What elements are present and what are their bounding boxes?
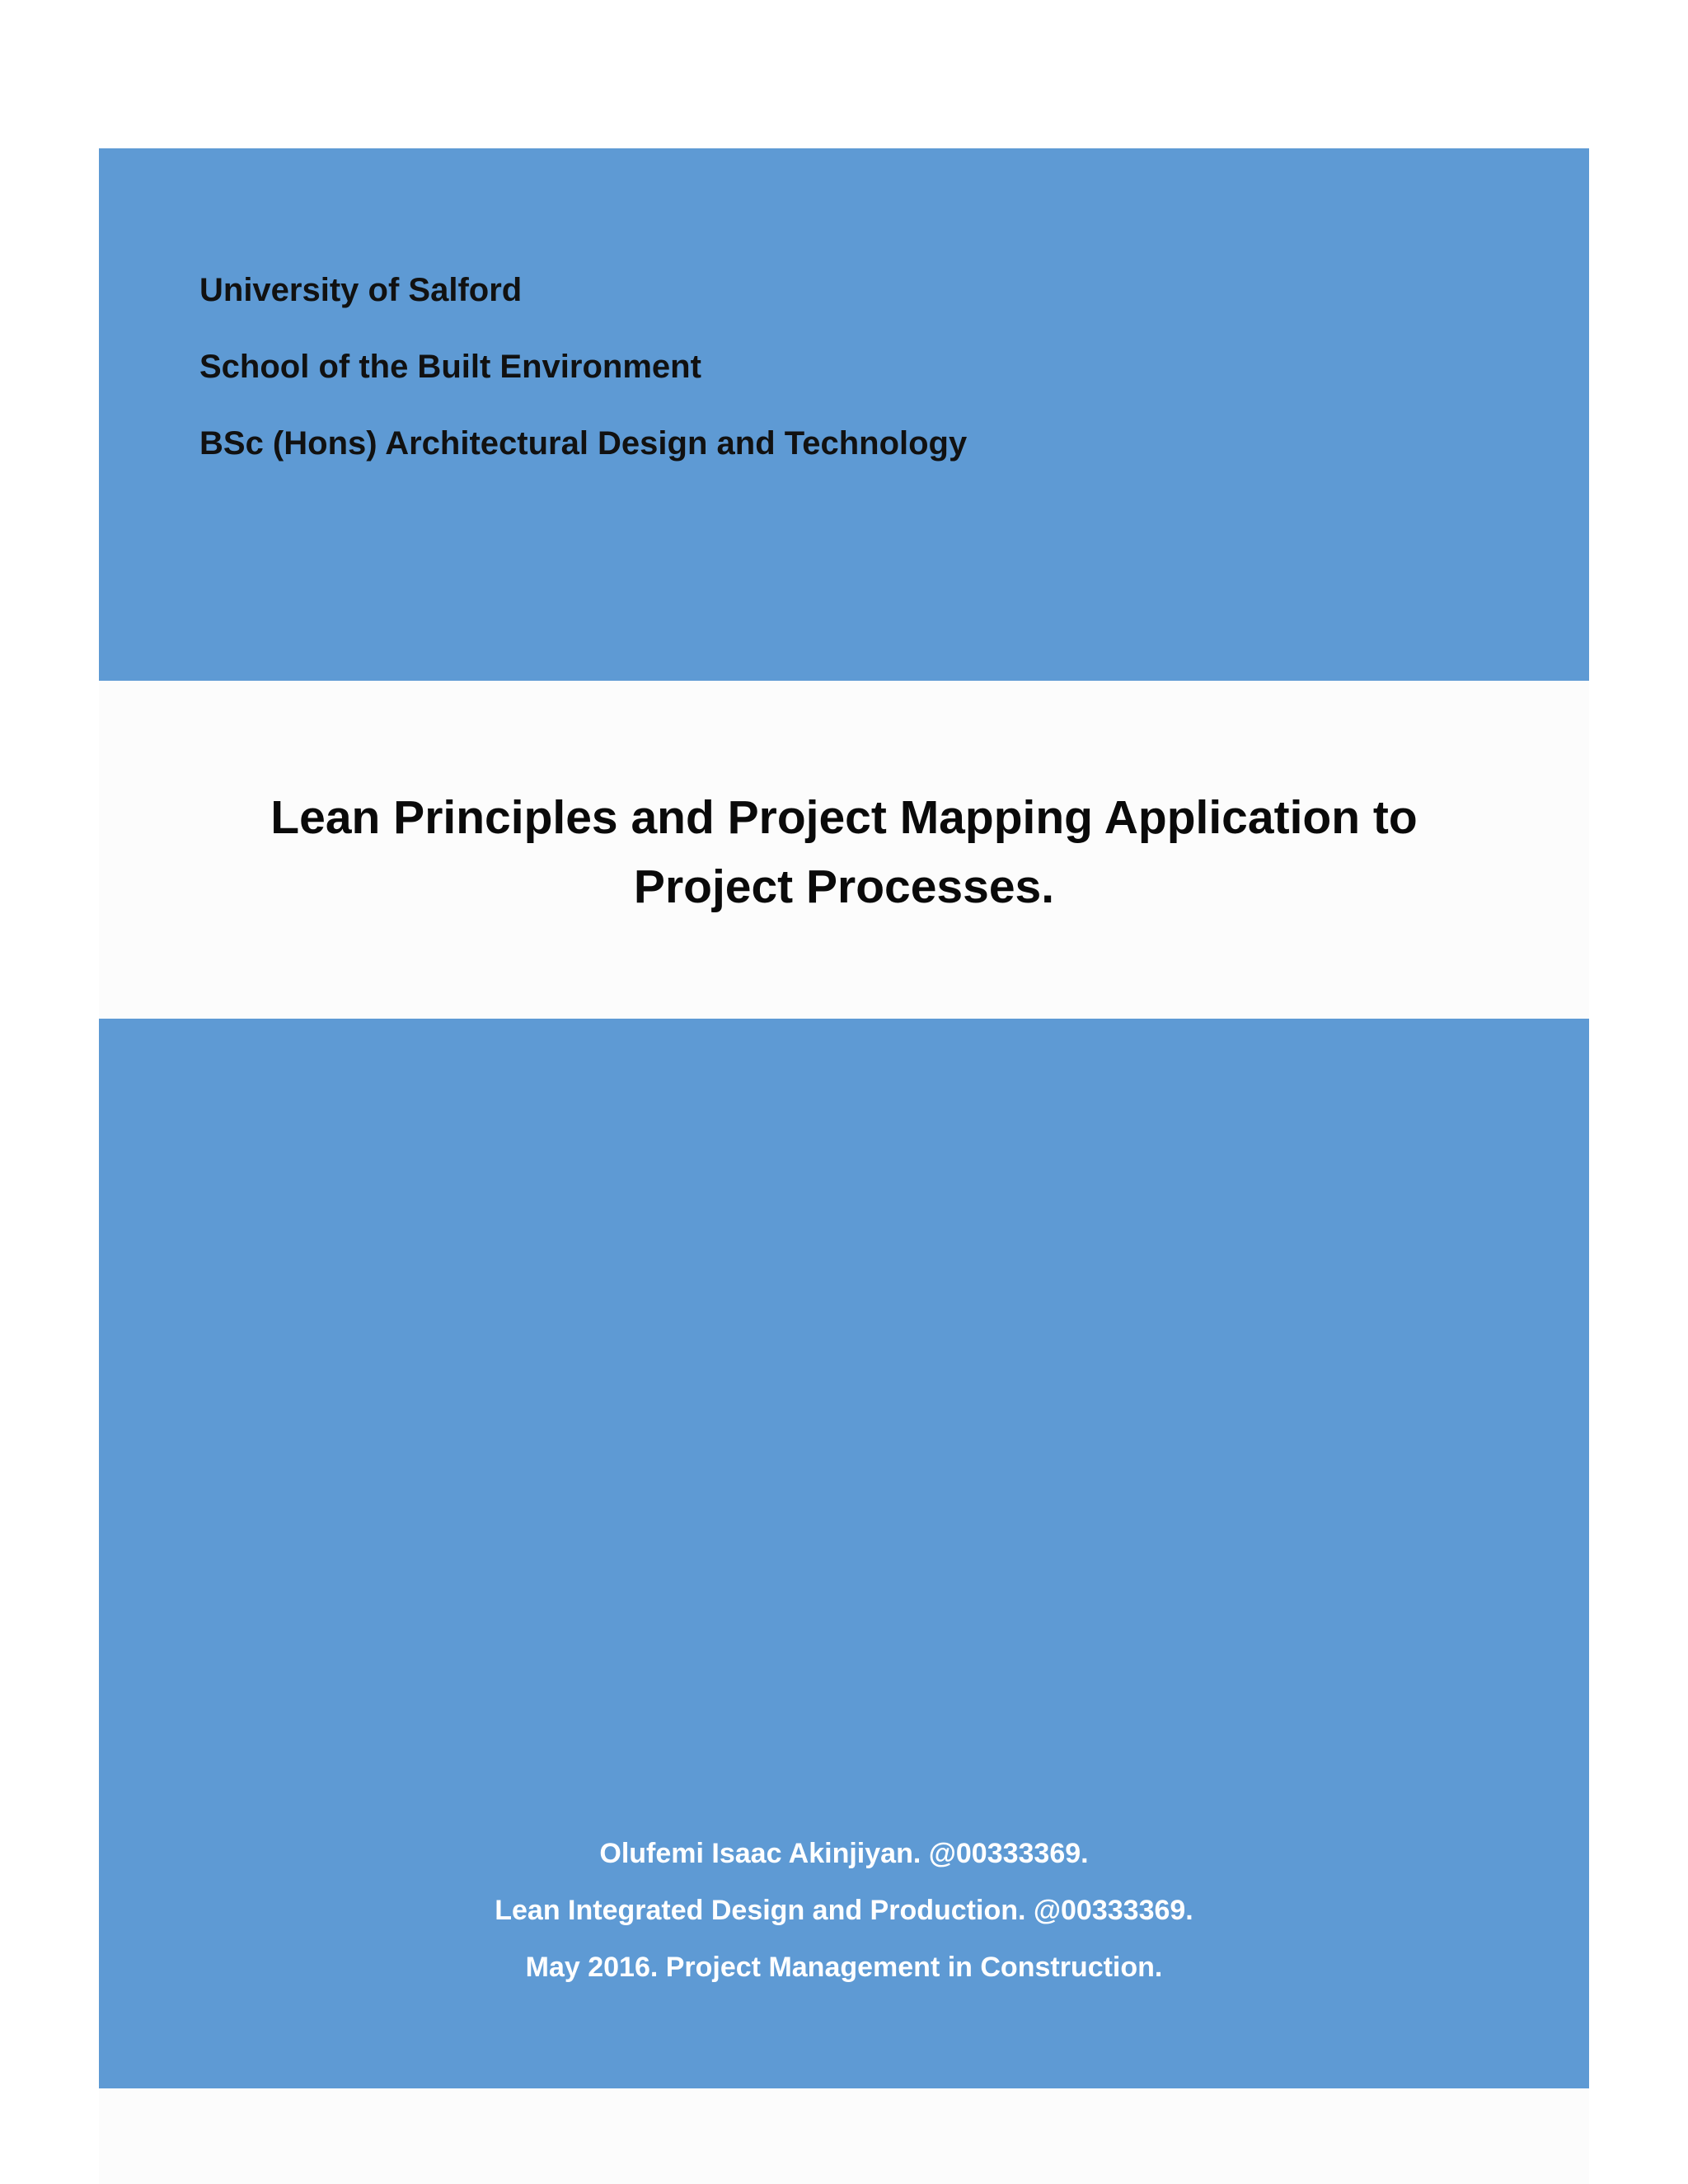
document-title <box>0 783 1688 921</box>
university-name: University of Salford <box>199 272 523 308</box>
document-title-line-2: Project Processes. <box>633 860 1055 913</box>
programme-name: BSc (Hons) Architectural Design and Technology <box>199 425 968 462</box>
header-panel <box>99 148 1589 681</box>
bottom-band <box>99 2088 1589 2184</box>
date-course-line: May 2016. Project Management in Construction. <box>525 1952 1163 1983</box>
school-name: School of the Built Environment <box>199 349 701 385</box>
module-line: Lean Integrated Design and Production. @00333369. <box>495 1895 1193 1926</box>
footer-panel <box>99 1019 1589 2088</box>
document-title-line-1: Lean Principles and Project Mapping Application to <box>270 791 1418 844</box>
author-line: Olufemi Isaac Akinjiyan. @00333369. <box>599 1838 1089 1869</box>
